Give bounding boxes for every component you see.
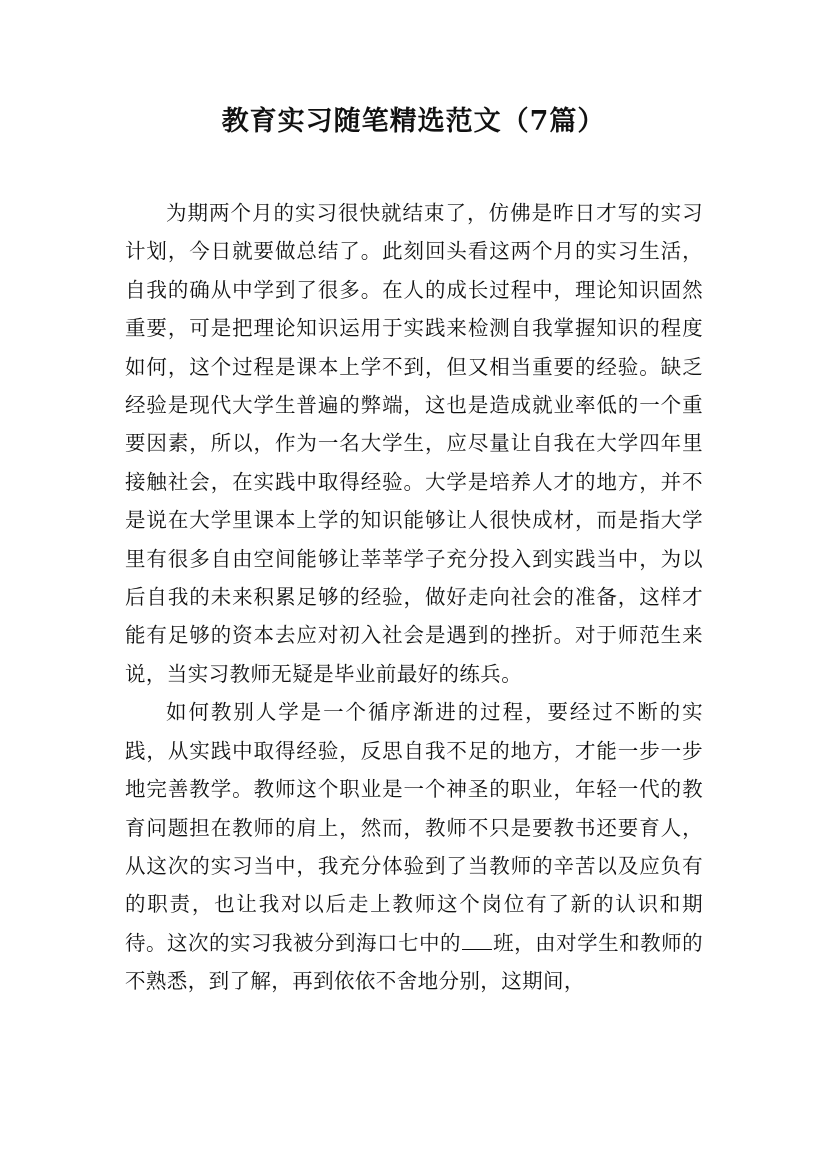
paragraph-2-part-1: 如何教别人学是一个循序渐进的过程，要经过不断的实践，从实践中取得经验，反思自我不足的地方，才能一步一步地完善教学。教师这个职业是一个神圣的职业，年轻一代的教育问题担在教师的肩上，然而，教师不只是要教书还要育人，从这次的实习当中，我充分体验到了当教师的辛苦以及应负有的职责，也让我对以后走上教师这个岗位有了新的认识和期待。这次的实习我被分到海口七中的 — [125, 700, 703, 955]
paragraph-2 — [125, 693, 703, 1000]
document-body — [125, 194, 703, 1001]
fill-in-blank — [462, 929, 492, 950]
paragraph-1: 为期两个月的实习很快就结束了，仿佛是昨日才写的实习计划，今日就要做总结了。此刻回头看这两个月的实习生活，自我的确从中学到了很多。在人的成长过程中，理论知识固然重要，可是把理论知识运用于实践来检测自我掌握知识的程度如何，这个过程是课本上学不到，但又相当重要的经验。缺乏经验是现代大学生普遍的弊端，这也是造成就业率低的一个重要因素，所以，作为一名大学生，应尽量让自我在大学四年里接触社会，在实践中取得经验。大学是培养人才的地方，并不是说在大学里课本上学的知识能够让人很快成材，而是指大学里有很多自由空间能够让莘莘学子充分投入到实践当中，为以后自我的未来积累足够的经验，做好走向社会的准备，这样才能有足够的资本去应对初入社会是遇到的挫折。对于师范生来说，当实习教师无疑是毕业前最好的练兵。 — [125, 201, 703, 686]
paragraph-2-part-2: 班，由对学生和教师的不熟悉，到了解，再到依依不舍地分别，这期间， — [125, 930, 703, 994]
document-title: 教育实习随笔精选范文（7篇） — [221, 106, 606, 137]
